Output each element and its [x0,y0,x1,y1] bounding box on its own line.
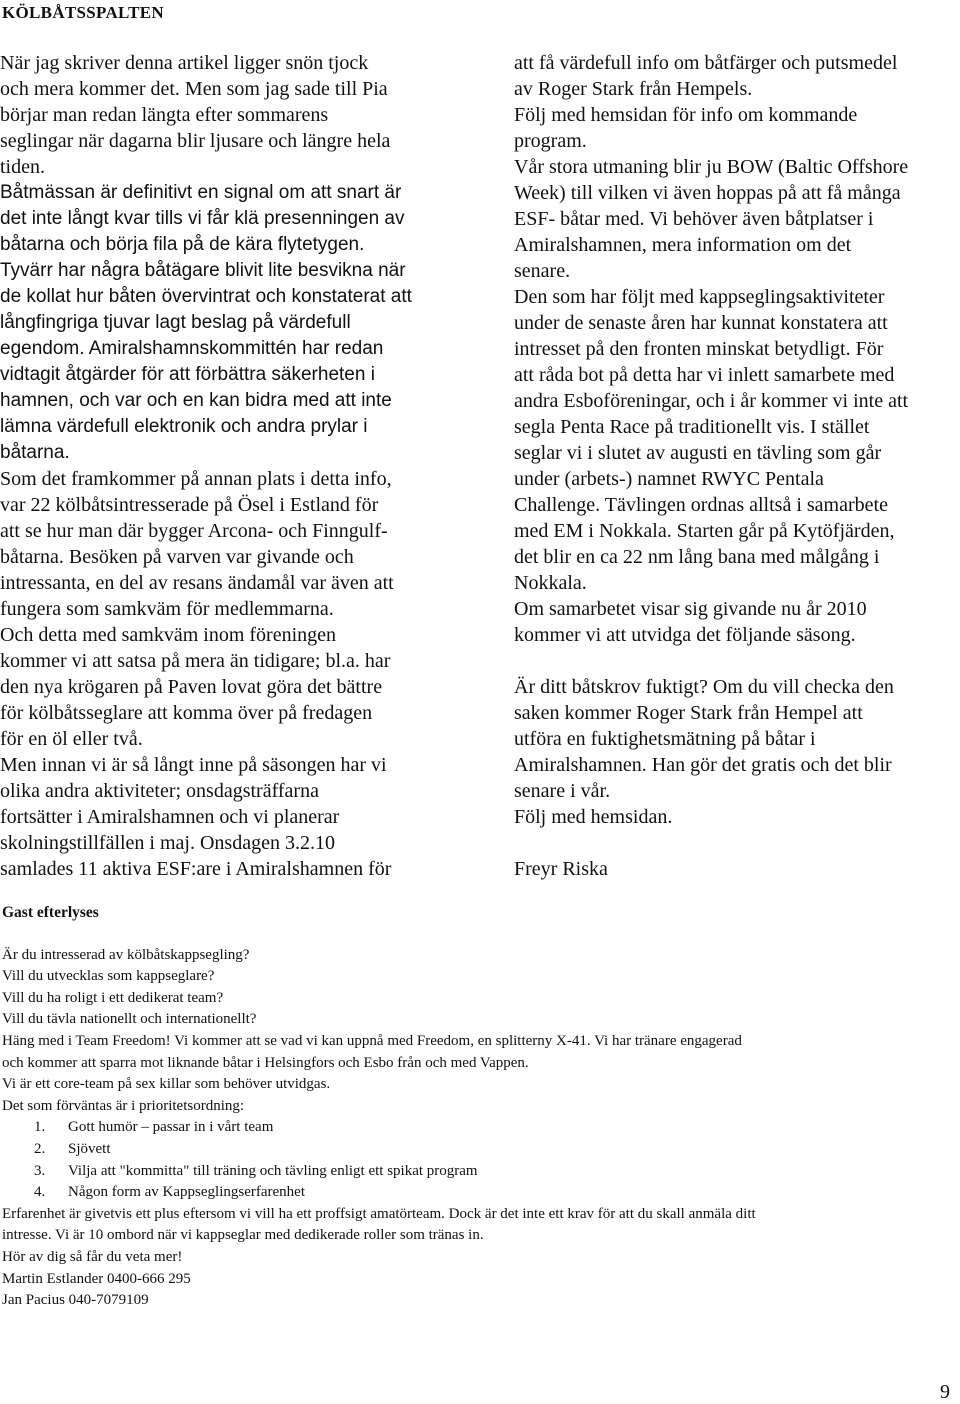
text-line: av Roger Stark från Hempels. [514,78,753,100]
text-line: det blir en ca 22 nm lång bana med målgång i [514,546,880,568]
text-line: Båtmässan är definitivt en signal om att snart är [0,182,402,203]
text-line: egendom. Amiralshamnskommittén har redan [0,338,384,359]
crew-wanted-notice [2,902,952,1312]
text-line: seglingar när dagarna blir ljusare och längre hela [0,130,391,152]
notice-line: och kommer att sparra mot liknande båtar i Helsingfors och Esbo från och med Vappen. [2,1054,529,1071]
left-column [0,50,450,882]
list-item-number: 1. [34,1119,46,1136]
text-line: intressanta, en del av resans ändamål var även att [0,572,394,594]
text-line: de kollat hur båten övervintrat och konstaterat att [0,286,412,307]
text-line: tiden. [0,156,45,178]
notice-line: Hör av dig så får du veta mer! [2,1248,183,1265]
text-line: båtarna och börja fila på de kära flytetygen. [0,234,365,255]
priority-list [2,1117,952,1203]
text-line: Vår stora utmaning blir ju BOW (Baltic Offshore [514,156,909,178]
text-line: Men innan vi är så långt inne på säsongen har vi [0,754,387,776]
text-line: vidtagit åtgärder för att förbättra säkerheten i [0,364,375,385]
notice-line: intresse. Vi är 10 ombord när vi kappseglar med dedikerade roller som tränas in. [2,1227,484,1244]
text-line: Amiralshamnen, mera information om det [514,234,852,256]
text-line: med EM i Nokkala. Starten går på Kytöfjärden, [514,520,895,542]
text-line: Week) till vilken vi även hoppas på att få många [514,182,901,204]
text-line: ESF- båtar med. Vi behöver även båtplatser i [514,208,874,230]
text-line: att få värdefull info om båtfärger och putsmedel [514,52,898,74]
text-line: var 22 kölbåtsintresserade på Ösel i Estland för [0,494,379,516]
notice-line: Jan Pacius 040-7079109 [2,1292,149,1309]
text-line: att råda bot på detta har vi inlett samarbete med [514,364,895,386]
text-line: för en öl eller två. [0,728,143,750]
notice-line: Är du intresserad av kölbåtskappsegling? [2,946,250,963]
text-line: båtarna. Besöken på varven var givande och [0,546,354,568]
text-line: senare. [514,260,571,282]
notice-line: Erfarenhet är givetvis ett plus eftersom vi vill ha ett proffsigt amatörteam. Dock är det inte ett krav för att du skall anmäla ditt [2,1205,756,1222]
text-line: skolningstillfällen i maj. Onsdagen 3.2.10 [0,832,335,854]
right-column [514,50,960,882]
text-line: den nya krögaren på Paven lovat göra det bättre [0,676,383,698]
text-line: Som det framkommer på annan plats i detta info, [0,468,392,490]
text-line: hamnen, och var och en kan bidra med att inte [0,390,392,411]
paragraph-gap [514,830,960,856]
text-line: lämna värdefull elektronik och andra prylar i [0,416,368,437]
text-line: under de senaste åren har kunnat konstatera att [514,312,888,334]
text-line: program. [514,130,587,152]
list-item-number: 4. [34,1184,46,1201]
text-line: Nokkala. [514,572,587,594]
text-line: kommer vi att utvidga det följande säsong. [514,624,856,646]
text-line: Om samarbetet visar sig givande nu år 2010 [514,598,867,620]
paragraph-gap [514,648,960,674]
text-line: utföra en fuktighetsmätning på båtar i [514,728,816,750]
list-item-text: Någon form av Kappseglingserfarenhet [68,1184,305,1201]
text-line: fortsätter i Amiralshamnen och vi planerar [0,806,340,828]
text-line: saken kommer Roger Stark från Hempel att [514,702,863,724]
text-line: andra Esboföreningar, och i år kommer vi inte att [514,390,909,412]
notice-line: Martin Estlander 0400-666 295 [2,1270,191,1287]
text-line: senare i vår. [514,780,611,802]
text-line: långfingriga tjuvar lagt beslag på värdefull [0,312,351,333]
text-line: När jag skriver denna artikel ligger snön tjock [0,52,369,74]
notice-title: Gast efterlyses [2,904,99,921]
text-line: under (arbets-) namnet RWYC Pentala [514,468,824,490]
text-line: Är ditt båtskrov fuktigt? Om du vill checka den [514,676,894,698]
text-line: olika andra aktiviteter; onsdagsträffarna [0,780,319,802]
text-line: segla Penta Race på traditionellt vis. I stället [514,416,870,438]
list-item-number: 3. [34,1162,46,1179]
text-line: Amiralshamnen. Han gör det gratis och det blir [514,754,892,776]
text-line: Tyvärr har några båtägare blivit lite besvikna när [0,260,406,281]
list-item [2,1182,952,1204]
author-signature: Freyr Riska [514,858,608,880]
section-heading: KÖLBÅTSSPALTEN [2,3,164,22]
text-line: Och detta med samkväm inom föreningen [0,624,337,646]
text-line: seglar vi i slutet av augusti en tävling som går [514,442,882,464]
list-item [2,1117,952,1139]
text-line: kommer vi att satsa på mera än tidigare; bl.a. har [0,650,391,672]
list-item [2,1139,952,1161]
notice-line: Vill du tävla nationellt och internationellt? [2,1011,257,1028]
page-number: 9 [940,1381,950,1403]
notice-line: Häng med i Team Freedom! Vi kommer att se vad vi kan uppnå med Freedom, en splitterny X-41. Vi har tränare engagerad [2,1032,742,1049]
text-line: fungera som samkväm för medlemmarna. [0,598,334,620]
text-line: Följ med hemsidan. [514,806,673,828]
text-line: samlades 11 aktiva ESF:are i Amiralshamnen för [0,858,392,880]
notice-line: Vill du utvecklas som kappseglare? [2,968,215,985]
list-item-text: Gott humör – passar in i vårt team [68,1119,274,1136]
notice-line: Vi är ett core-team på sex killar som behöver utvidgas. [2,1076,331,1093]
text-line: båtarna. [0,442,70,463]
text-line: börjar man redan längta efter sommarens [0,104,329,126]
text-line: Den som har följt med kappseglingsaktiviteter [514,286,885,308]
text-line: och mera kommer det. Men som jag sade till Pia [0,78,388,100]
text-line: för kölbåtsseglare att komma över på fredagen [0,702,373,724]
text-line: Följ med hemsidan för info om kommande [514,104,858,126]
notice-line: Vill du ha roligt i ett dedikerat team? [2,989,224,1006]
list-item-number: 2. [34,1140,46,1157]
notice-line: Det som förväntas är i prioritetsordning: [2,1097,245,1114]
text-line: Challenge. Tävlingen ordnas alltså i samarbete [514,494,888,516]
list-item [2,1161,952,1183]
list-item-text: Sjövett [68,1140,111,1157]
list-item-text: Vilja att "kommitta" till träning och tävling enligt ett spikat program [68,1162,478,1179]
text-line: intresset på den fronten minskat betydligt. För [514,338,884,360]
text-line: att se hur man där bygger Arcona- och Finngulf- [0,520,388,542]
text-line: det inte långt kvar tills vi får klä presenningen av [0,208,405,229]
